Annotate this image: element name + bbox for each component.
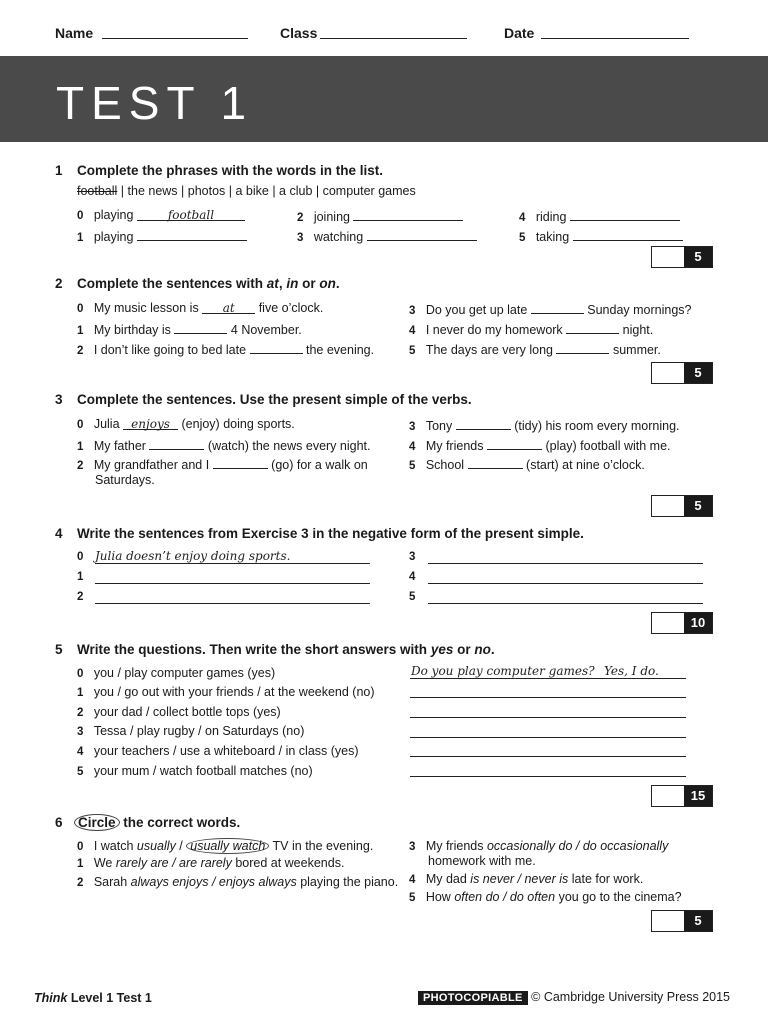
score-box [651,362,713,384]
ex4-num-3: 3 [409,551,416,563]
date-field[interactable] [541,38,689,39]
answer-blank[interactable] [213,456,268,469]
ex5-item-3: 3 Tessa / play rugby / on Saturdays (no) [77,724,305,738]
answer-blank[interactable] [137,228,247,241]
ex3-item-1: 1 My father (watch) the news every night. [77,439,371,453]
answer-line[interactable] [410,756,686,757]
ex2-item-5: 5 The days are very long summer. [409,343,661,357]
answer-line[interactable] [410,697,686,698]
score-input[interactable] [652,363,685,383]
word: computer games [322,184,416,198]
ex2-number: 2 [55,276,63,291]
answer-blank[interactable] [250,341,303,354]
score-total: 5 [684,247,712,267]
answer-line[interactable] [95,603,370,604]
score-box [651,495,713,517]
answer-line[interactable] [428,603,703,604]
score-input[interactable] [652,911,685,931]
copyright: © Cambridge University Press 2015 [531,990,731,1004]
ex2-item-2: 2 I don’t like going to bed late the evening. [77,343,375,357]
ex1-item-2: 2 joining [297,208,463,224]
ex6-item-1: 1 We rarely are / are rarely bored at weekends. [77,856,345,870]
date-label: Date [504,25,535,41]
option[interactable]: is never / never is [470,872,569,886]
ex4-answer-0: Julia doesn’t enjoy doing sports. [95,549,291,563]
ex4-num-4: 4 [409,571,416,583]
option[interactable]: always enjoys / enjoys always [130,875,297,889]
ex2-item-4: 4 I never do my homework night. [409,323,654,337]
ex1-item-4: 4 riding [519,208,680,224]
ex1-item-5: 5 taking [519,228,683,244]
answer-blank[interactable] [174,321,227,334]
answer-line[interactable] [410,776,686,777]
ex6-item-3-cont: homework with me. [428,854,536,868]
ex2-item-0: 0 My music lesson is at five o’clock. [77,301,324,315]
ex1-item-0: 0 playing football [77,208,245,222]
score-total: 5 [684,911,712,931]
answer-blank[interactable] [556,341,609,354]
ex5-answer-0-question: Do you play computer games? [411,664,595,678]
ex1-title: Complete the phrases with the words in the list. [77,163,384,178]
ex4-num-2: 2 [77,591,84,603]
answer-line[interactable] [410,737,686,738]
ex4-title: Write the sentences from Exercise 3 in the negative form of the present simple. [77,526,584,541]
ex3-item-5: 5 School (start) at nine o’clock. [409,458,645,472]
ex5-answer-0-short: Yes, I do. [604,664,659,678]
ex3-item-3: 3 Tony (tidy) his room every morning. [409,419,680,433]
score-total: 5 [684,363,712,383]
answer-blank[interactable] [573,228,683,241]
ex5-item-2: 2 your dad / collect bottle tops (yes) [77,705,281,719]
answer-line[interactable] [410,717,686,718]
footer-book: Think Level 1 Test 1 [34,991,152,1005]
answer-blank[interactable] [566,321,619,334]
answer-blank[interactable] [531,301,584,314]
ex6-title: Circle the correct words. [74,815,240,830]
option[interactable]: rarely are / are rarely [115,856,232,870]
ex5-number: 5 [55,642,63,657]
answer-line[interactable] [95,563,370,564]
ex5-title: Write the questions. Then write the short answers with yes or no. [77,642,495,657]
answer-line[interactable] [410,678,686,679]
footer-right [418,990,730,1004]
ex2-item-1: 1 My birthday is 4 November. [77,323,302,337]
word: the news [127,184,178,198]
ex1-wordlist: football | the news | photos | a bike | a club | computer games [77,184,416,198]
answer-blank[interactable] [570,208,680,221]
ex2-title: Complete the sentences with at, in or on. [77,276,340,291]
ex2-item-3: 3 Do you get up late Sunday mornings? [409,303,692,317]
word: a bike [235,184,269,198]
score-input[interactable] [652,786,685,806]
ex3-item-4: 4 My friends (play) football with me. [409,439,671,453]
option[interactable]: usually [136,839,176,853]
score-box [651,246,713,268]
ex3-item-0: 0 Julia enjoys (enjoy) doing sports. [77,417,295,431]
answer-line[interactable] [428,563,703,564]
answer-blank[interactable]: at [202,301,255,314]
page-title: TEST 1 [56,77,254,129]
score-total: 5 [684,496,712,516]
circle-word: Circle [74,814,120,831]
ex4-num-0: 0 [77,551,84,563]
score-total: 15 [684,786,712,806]
name-label: Name [55,25,94,41]
name-field[interactable] [102,38,248,39]
ex4-num-1: 1 [77,571,84,583]
ex5-item-1: 1 you / go out with your friends / at the weekend (no) [77,685,375,699]
ex6-item-3: 3 My friends occasionally do / do occasionally [409,839,669,853]
ex4-number: 4 [55,526,63,541]
score-box [651,910,713,932]
ex1-item-3: 3 watching [297,228,477,244]
answer-blank[interactable]: football [137,208,245,221]
ex4-num-5: 5 [409,591,416,603]
answer-blank[interactable] [353,208,463,221]
answer-blank[interactable] [149,437,204,450]
answer-blank[interactable] [468,456,523,469]
score-box [651,785,713,807]
score-input[interactable] [652,247,685,267]
answer-blank[interactable]: enjoys [123,417,178,430]
ex6-number: 6 [55,815,63,830]
option[interactable]: occasionally do / do occasionally [486,839,669,853]
word: football [77,184,118,198]
answer-blank[interactable] [367,228,477,241]
ex6-item-5: 5 How often do / do often you go to the cinema? [409,890,682,904]
ex5-item-0: 0 you / play computer games (yes) [77,666,276,680]
option[interactable]: often do / do often [454,890,556,904]
ex3-item-2-cont: Saturdays. [95,473,155,487]
word: a club [279,184,313,198]
score-input[interactable] [652,613,685,633]
ex1-number: 1 [55,163,63,178]
ex5-item-4: 4 your teachers / use a whiteboard / in class (yes) [77,744,359,758]
ex5-item-5: 5 your mum / watch football matches (no) [77,764,313,778]
class-label: Class [280,25,318,41]
ex6-item-4: 4 My dad is never / never is late for work. [409,872,644,886]
ex1-item-1: 1 playing [77,228,247,244]
answer-line[interactable] [428,583,703,584]
answer-line[interactable] [95,583,370,584]
ex3-item-2: 2 My grandfather and I (go) for a walk on [77,458,368,472]
photocopiable-badge: PHOTOCOPIABLE [418,991,528,1005]
answer-blank[interactable] [456,417,511,430]
word: photos [187,184,226,198]
ex3-number: 3 [55,392,63,407]
answer-blank[interactable] [487,437,542,450]
class-field[interactable] [320,38,467,39]
score-input[interactable] [652,496,685,516]
score-total: 10 [684,613,712,633]
ex6-item-0: 0 I watch usually / usually watch TV in the evening. [77,839,374,853]
option-circled[interactable]: usually watch [186,838,269,854]
ex3-title: Complete the sentences. Use the present simple of the verbs. [77,392,472,407]
ex6-item-2: 2 Sarah always enjoys / enjoys always playing the piano. [77,875,399,889]
score-box [651,612,713,634]
